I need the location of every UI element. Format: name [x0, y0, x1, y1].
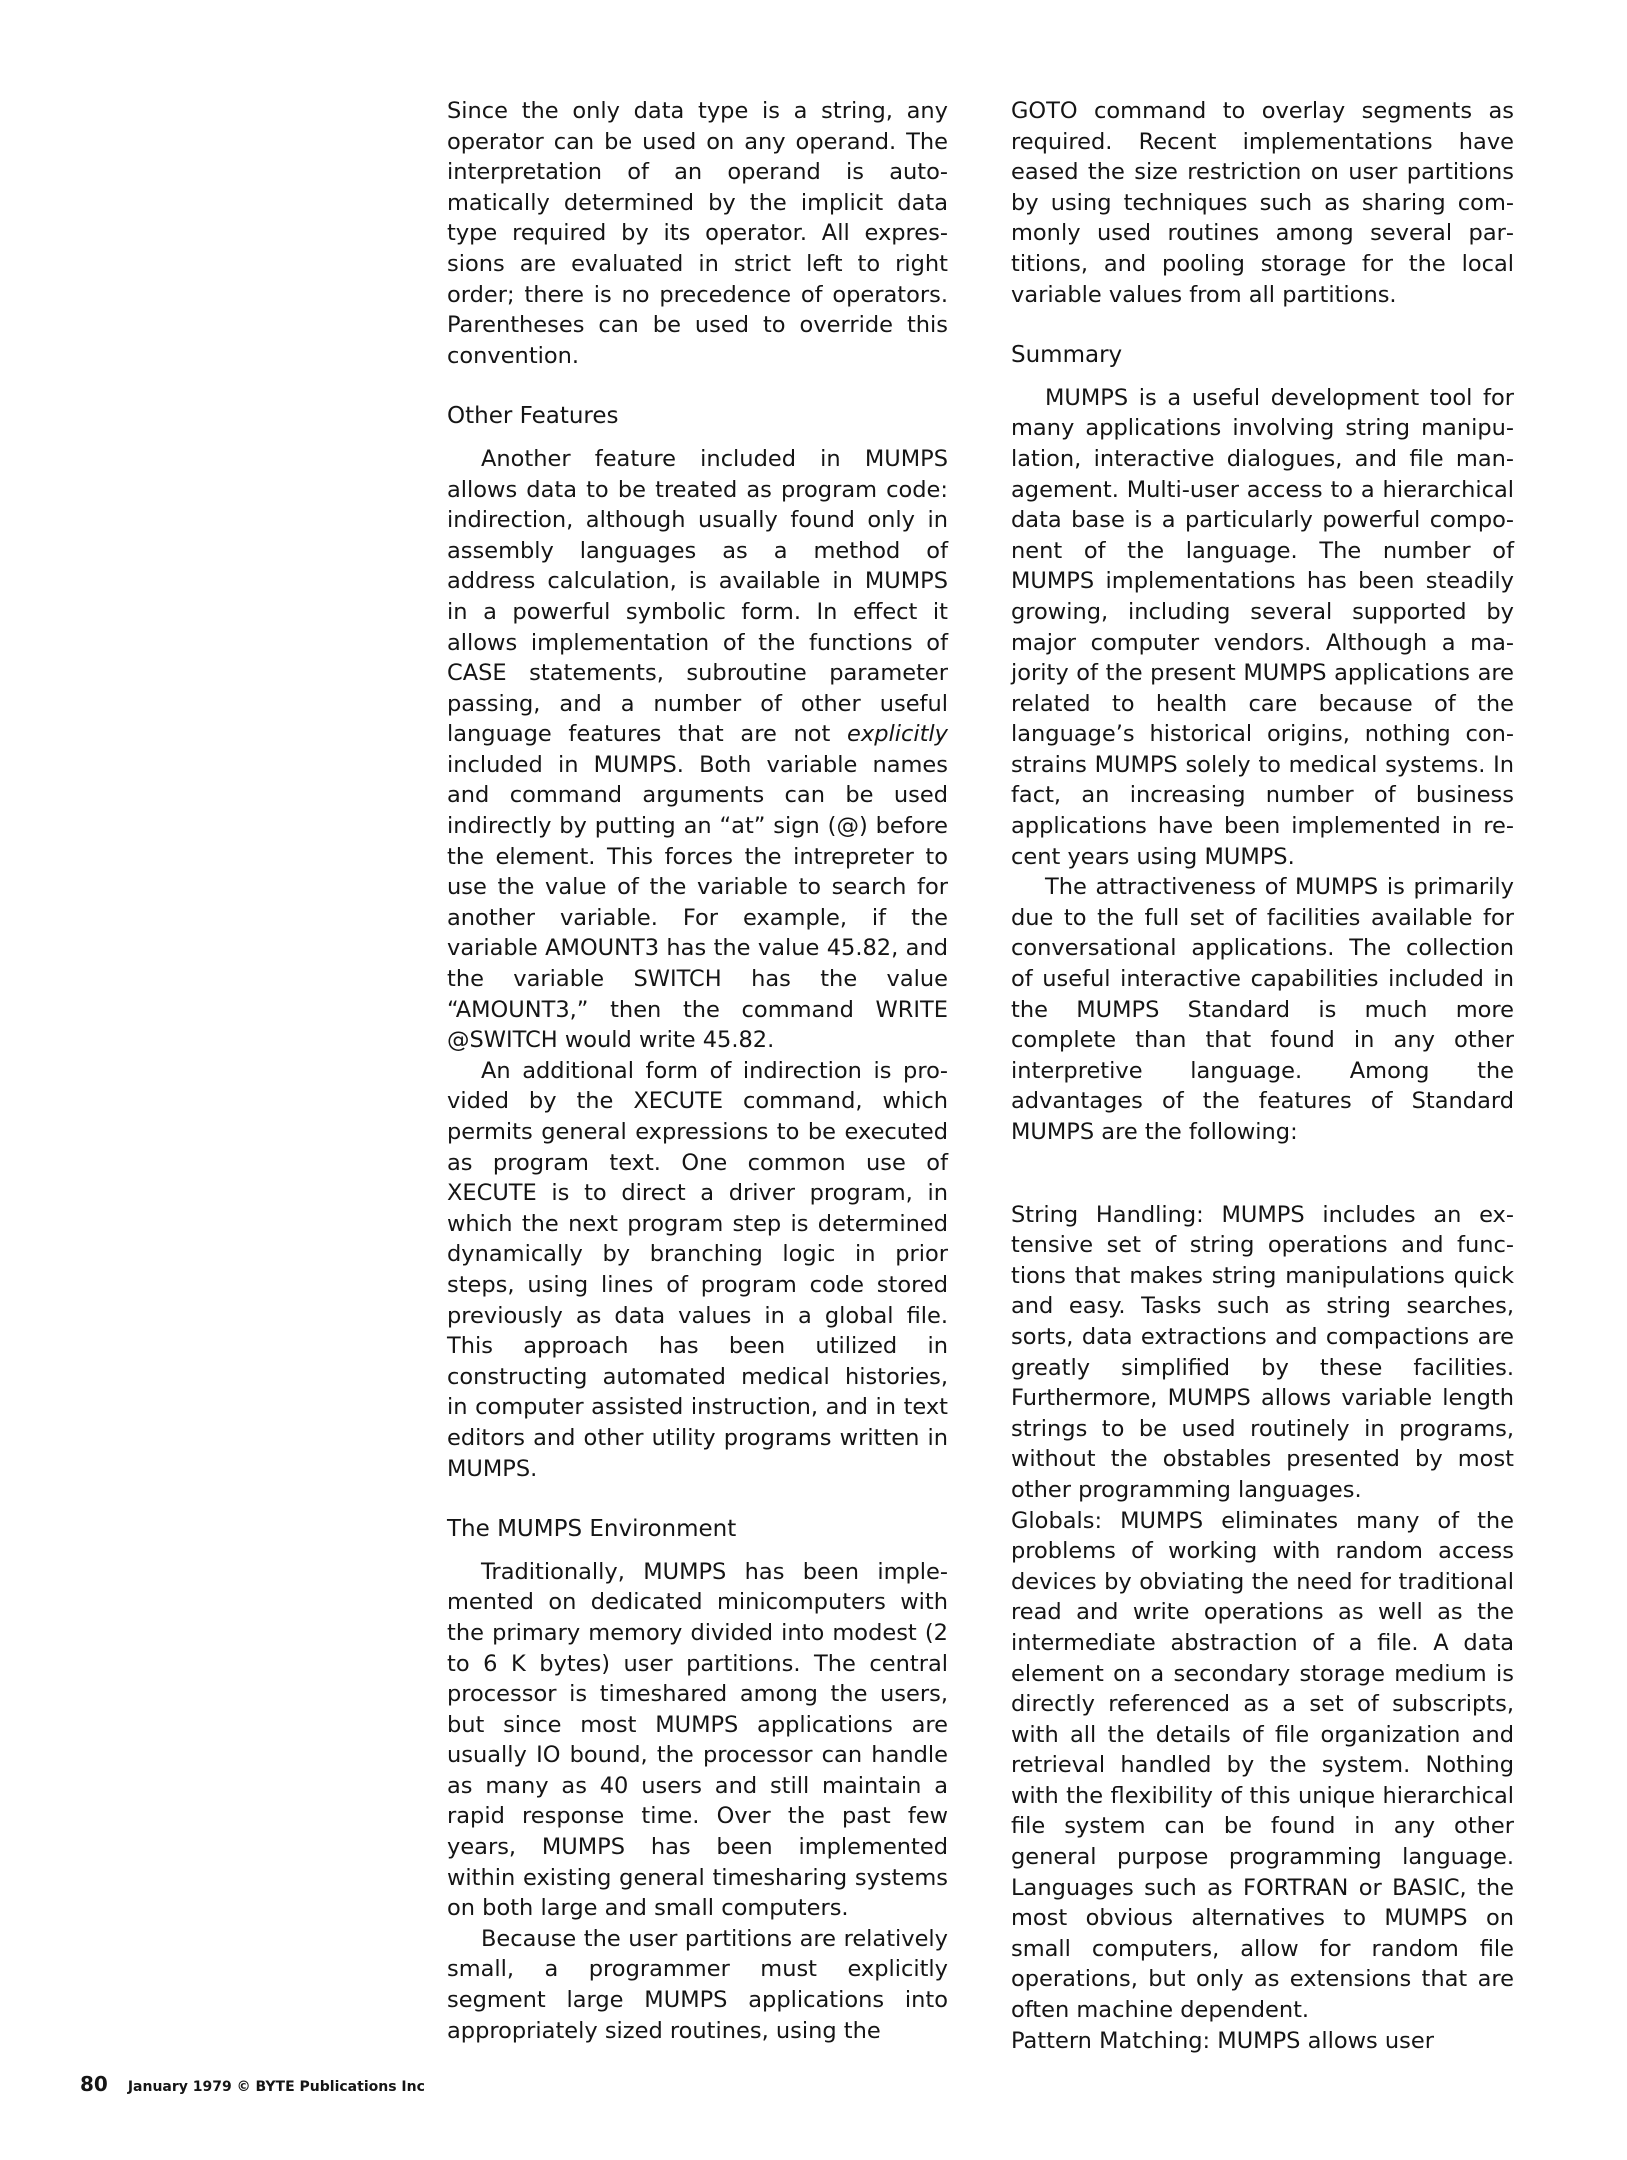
paragraph-xecute: An additional form of indirection is provided by the XECUTE command, which permits general expressions to be executed as program text. One common use of XECUTE is to direct a driver program, in which the next program step is determined dynamically by branching logic in prior steps, using lines of program code stored previously as data values in a global file. This approach has been utilized in constructing automated medical histories, in computer assisted instruction, and in text editors and other utility programs written in MUMPS. — [447, 1057, 948, 1482]
paragraph-summary: MUMPS is a useful development tool for many applications involving string manipulation, interactive dialogues, and file management. Multi-user access to a hierarchical data base is a particularly powerful component of the language. The number of MUMPS implementations has been steadily growing, including several supported by major computer vendors. Although a majority of the present MUMPS applications are related to health care because of the language’s historical origins, nothing constrains MUMPS solely to medical systems. In fact, an increasing number of business applications have been implemented in recent years using MUMPS. — [1011, 384, 1514, 870]
page-footer — [80, 2072, 425, 2096]
emphasis-explicitly: explicitly — [847, 721, 948, 748]
lead-pattern-matching: Pattern Matching: — [1011, 2027, 1211, 2054]
paragraph-pattern-matching — [1011, 2026, 1514, 2057]
paragraph-string-handling — [1011, 1200, 1514, 1506]
heading-summary: Summary — [1011, 342, 1123, 369]
paragraph-goto: GOTO command to overlay segments as required. Recent implementations have eased the size restriction on user partitions by using techniques such as sharing commonly used routines among several partitions, and pooling storage for the local variable values from all partitions. — [1011, 98, 1514, 308]
paragraph-user-partitions: Because the user partitions are relatively small, a programmer must explicitly segment large MUMPS applications into appropriately sized routines, using the — [447, 1925, 948, 2044]
lead-globals: Globals: — [1011, 1507, 1103, 1534]
paragraph-indirection — [447, 444, 948, 1056]
indirection-text-a: Another feature included in MUMPS allows data to be treated as program code: indirection, although usually found only in assembly languages as a method of address calculation, is available in MUMPS in a powerful symbolic form. In effect it allows implementation of the functions of CASE statements, subroutine parameter passing, and a number of other useful language features that are not — [447, 445, 948, 748]
paragraph-globals — [1011, 1506, 1514, 2026]
pattern-matching-text: MUMPS allows user — [1210, 2027, 1434, 2054]
paragraph-attractiveness: The attractiveness of MUMPS is primarily due to the full set of facilities available for conversational applications. The collection of useful interactive capabilities included in the MUMPS Standard is much more complete than that found in any other interpretive language. Among the advantages of the features of Standard MUMPS are the following: — [1011, 874, 1514, 1145]
globals-text: MUMPS eliminates many of the problems of working with random access devices by obviating the need for traditional read and write operations as well as the intermediate abstraction of a file. A data element on a secondary storage medium is directly referenced as a set of subscripts, with all the details of file organization and retrieval handled by the system. Nothing with the flexibility of this unique hierarchical file system can be found in any other general purpose programming language. Languages such as FORTRAN or BASIC, the most obvious alternatives to MUMPS on small computers, allow for random file operations, but only as extensions that are often machine dependent. — [1011, 1507, 1514, 2024]
paragraph-data-types: Since the only data type is a string, any operator can be used on any operand. The interpretation of an operand is automatically determined by the implicit data type required by its operator. All expressions are evaluated in strict left to right order; there is no precedence of operators. Parentheses can be used to override this convention. — [447, 98, 948, 369]
heading-other-features: Other Features — [447, 403, 619, 430]
footer-credit: January 1979 © BYTE Publications Inc — [127, 2079, 425, 2095]
indirection-text-b: included in MUMPS. Both variable names and command arguments can be used indirectly by putting an “at” sign (@) before the element. This forces the intrepreter to use the value of the variable to search for another variable. For example, if the variable AMOUNT3 has the value 45.82, and the variable SWITCH has the value “AMOUNT3,” then the command WRITE @SWITCH would write 45.82. — [447, 751, 948, 1054]
page-number: 80 — [80, 2072, 108, 2096]
left-column — [447, 96, 948, 2046]
paragraph-traditionally: Traditionally, MUMPS has been implemented on dedicated minicomputers with the primary memory divided into modest (2 to 6 K bytes) user partitions. The central processor is timeshared among the users, but since most MUMPS applications are usually IO bound, the processor can handle as many as 40 users and still maintain a rapid response time. Over the past few years, MUMPS has been implemented within existing general timesharing systems on both large and small computers. — [447, 1558, 948, 1922]
heading-mumps-environment: The MUMPS Environment — [447, 1516, 737, 1543]
right-column — [1011, 96, 1514, 2056]
lead-string-handling: String Handling: — [1011, 1201, 1204, 1228]
string-handling-text: MUMPS includes an extensive set of string operations and functions that makes string manipulations quick and easy. Tasks such as string searches, sorts, data extractions and compactions are greatly simplified by these facilities. Furthermore, MUMPS allows variable length strings to be used routinely in programs, without the obstables presented by most other programming languages. — [1011, 1201, 1514, 1503]
